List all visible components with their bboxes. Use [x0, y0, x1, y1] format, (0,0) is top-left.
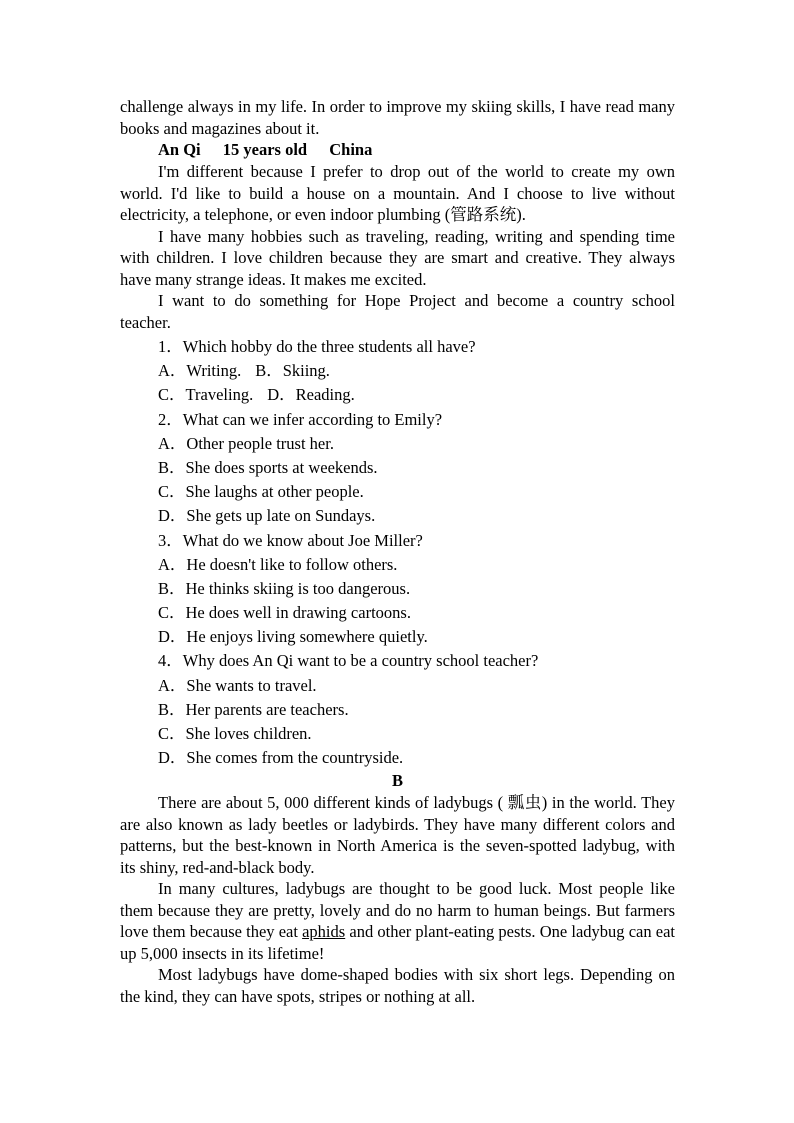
- option-4b[interactable]: B．Her parents are teachers.: [158, 699, 349, 719]
- option-1c[interactable]: C．Traveling.: [158, 385, 254, 405]
- passage-b-paragraph-1: There are about 5, 000 different kinds of ladybugs ( 瓢虫) in the world. They are also known as lady beetles or ladybirds. They have many different colors and patterns, but the best-known in North America is the seven-spotted ladybug, with its shiny, red-and-black body.: [120, 793, 675, 877]
- option-3c[interactable]: C．He does well in drawing cartoons.: [158, 603, 411, 623]
- option-2b[interactable]: B．She does sports at weekends.: [158, 457, 378, 477]
- author-name: An Qi: [158, 140, 201, 159]
- question-1-options-row-1: [120, 359, 675, 383]
- option-4d[interactable]: D．She comes from the countryside.: [158, 748, 404, 768]
- document-page: [120, 96, 675, 1007]
- paragraph-an-qi-1: I'm different because I prefer to drop out of the world to create my own world. I'd like to build a house on a mountain. And I choose to live without electricity, a telephone, or even indoor plumbing (管路系统).: [120, 162, 675, 224]
- question-3-stem: 3．What do we know about Joe Miller?: [158, 530, 423, 550]
- passage-a-continuation: challenge always in my life. In order to improve my skiing skills, I have read many books and magazines about it.: [120, 97, 675, 138]
- question-4-stem: 4．Why does An Qi want to be a country school teacher?: [158, 651, 539, 671]
- option-3a[interactable]: A．He doesn't like to follow others.: [158, 554, 398, 574]
- option-2c[interactable]: C．She laughs at other people.: [158, 482, 364, 502]
- passage-b-paragraph-2: [120, 878, 675, 964]
- paragraph-an-qi-2: I have many hobbies such as traveling, reading, writing and spending time with children. I love children because they are smart and creative. They always have many strange ideas. It makes me excited.: [120, 226, 675, 289]
- question-1-stem: 1．Which hobby do the three students all have?: [158, 337, 476, 356]
- author-country: China: [329, 140, 373, 159]
- option-2d[interactable]: D．She gets up late on Sundays.: [158, 506, 376, 526]
- underlined-word-aphids: aphids: [302, 922, 346, 942]
- option-4c[interactable]: C．She loves children.: [158, 724, 312, 743]
- option-1d[interactable]: D．Reading.: [267, 385, 355, 405]
- option-4a[interactable]: A．She wants to travel.: [158, 675, 317, 695]
- question-1-options-row-2: [120, 383, 675, 407]
- option-1a[interactable]: A．Writing.: [158, 361, 242, 381]
- author-age: 15 years old: [222, 140, 308, 159]
- author-heading: [120, 139, 675, 161]
- passage-b-paragraph-3: Most ladybugs have dome-shaped bodies with six short legs. Depending on the kind, they can have spots, stripes or nothing at all.: [120, 965, 675, 1006]
- option-1b[interactable]: B．Skiing.: [255, 361, 330, 381]
- section-b-title: B: [391, 771, 403, 791]
- paragraph-an-qi-3: I want to do something for Hope Project and become a country school teacher.: [120, 291, 675, 332]
- option-3d[interactable]: D．He enjoys living somewhere quietly.: [158, 627, 428, 647]
- passage-b-p2-end: and other plant-eating pests. One ladybug can eat up 5,000 insects in its lifetime!: [120, 922, 675, 963]
- question-2-stem: 2．What can we infer according to Emily?: [158, 409, 443, 429]
- option-3b[interactable]: B．He thinks skiing is too dangerous.: [158, 578, 411, 598]
- option-2a[interactable]: A．Other people trust her.: [158, 433, 334, 453]
- passage-b-p2-start: In many cultures, ladybugs are thought to be good luck. Most people like them because they are pretty, lovely and do no harm to human beings. But farmers love them because they eat: [120, 879, 675, 942]
